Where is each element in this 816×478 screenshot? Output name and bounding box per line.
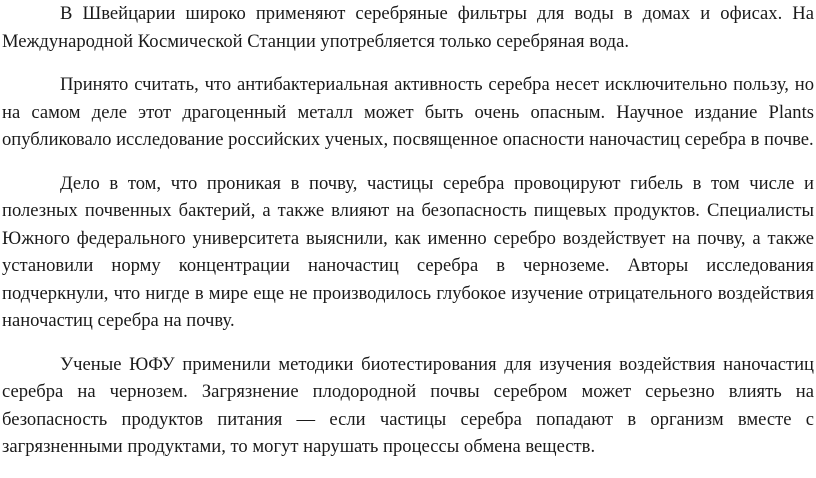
paragraph-3: Дело в том, что проникая в почву, частицы серебра провоцируют гибель в том числе и полезных почвенных бактерий, а также влияют на безопасность пищевых продуктов. Специалисты Южного федерального университета выяснили, как именно серебро воздействует на почву, а также установили норму концентрации наночастиц серебра в черноземе. Авторы исследования подчеркнули, что нигде в мире еще не производилось глубокое изучение отрицательного воздействия наночастиц серебра на почву. bbox=[2, 172, 814, 331]
paragraph-1: В Швейцарии широко применяют серебряные фильтры для воды в домах и офисах. На Международной Космической Станции употребляется только серебряная вода. bbox=[2, 3, 814, 52]
paragraph-4: Ученые ЮФУ применили методики биотестирования для изучения воздействия наночастиц серебра на чернозем. Загрязнение плодородной почвы серебром может серьезно влиять на безопасность продуктов питания — если частицы серебра попадают в организм вместе с загрязненными продуктами, то могут нарушать процессы обмена веществ. bbox=[2, 353, 814, 457]
paragraph-2: Принято считать, что антибактериальная активность серебра несет исключительно пользу, но на самом деле этот драгоценный металл может быть очень опасным. Научное издание Plants опубликовало исследование российских ученых, посвященное опасности наночастиц серебра в почве. bbox=[2, 74, 814, 150]
